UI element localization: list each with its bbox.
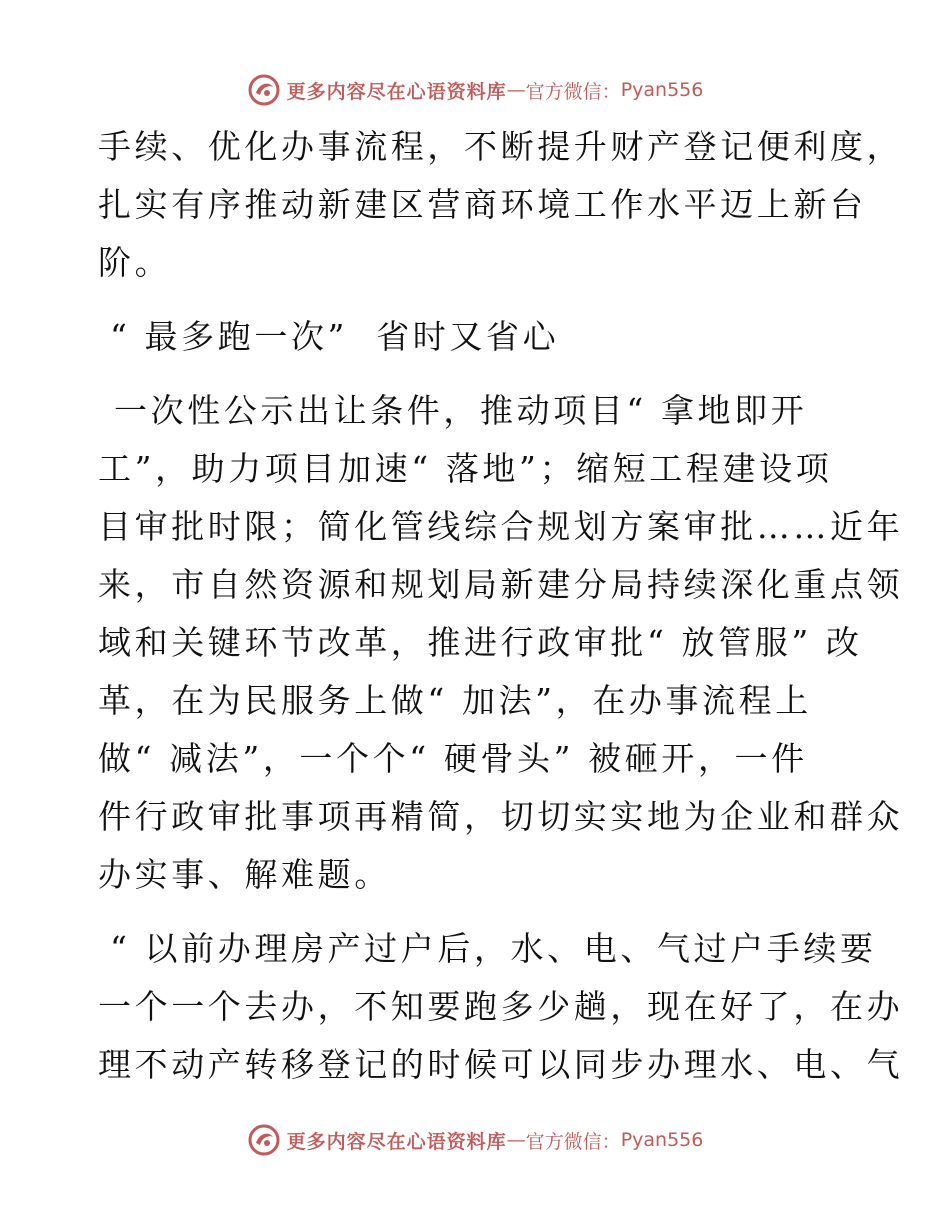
section-heading: “ 最多跑一次” 省时又省心 bbox=[110, 317, 560, 356]
paragraph-2 bbox=[98, 382, 904, 904]
paragraph-1 bbox=[98, 118, 904, 292]
text-line: 一次性公示出让条件，推动项目“ 拿地即开 bbox=[114, 391, 808, 430]
watermark-separator: — bbox=[506, 79, 526, 101]
text-line: 革，在为民服务上做“ 加法”，在办事流程上 bbox=[98, 681, 812, 720]
red-swirl-logo-icon bbox=[247, 73, 281, 107]
text-line: 办实事、解难题。 bbox=[98, 855, 391, 894]
watermark-main-text: 更多内容尽在心语资料库 bbox=[286, 1130, 507, 1153]
text-line: 来，市自然资源和规划局新建分局持续深化重点领 bbox=[98, 565, 904, 604]
text-line: 目审批时限；简化管线综合规划方案审批……近年 bbox=[98, 507, 904, 546]
header-watermark bbox=[0, 70, 950, 110]
watermark-main-text: 更多内容尽在心语资料库 bbox=[286, 80, 507, 103]
watermark-wechat-id: Pyan556 bbox=[620, 79, 704, 101]
text-line: 手续、优化办事流程，不断提升财产登记便利度， bbox=[98, 127, 904, 166]
text-line: 一个一个去办，不知要跑多少趟，现在好了，在办 bbox=[98, 987, 904, 1026]
watermark-official-label: 官方微信： bbox=[525, 1130, 621, 1153]
footer-watermark bbox=[0, 1120, 950, 1160]
text-line: 工”，助力项目加速“ 落地”；缩短工程建设项 bbox=[98, 449, 833, 488]
watermark-wechat-id: Pyan556 bbox=[620, 1129, 704, 1151]
text-line: 做“ 减法”，一个个“ 硬骨头” 被砸开，一件 bbox=[98, 739, 808, 778]
text-line: 域和关键环节改革，推进行政审批“ 放管服” 改 bbox=[98, 623, 863, 662]
watermark-official-label: 官方微信： bbox=[525, 80, 621, 103]
text-line: 理不动产转移登记的时候可以同步办理水、电、气 bbox=[98, 1045, 904, 1084]
paragraph-3 bbox=[98, 920, 904, 1094]
text-line: 阶。 bbox=[98, 243, 172, 282]
text-line: 件行政审批事项再精简，切切实实地为企业和群众 bbox=[98, 797, 904, 836]
document-body bbox=[98, 118, 904, 1094]
text-line: “ 以前办理房产过户后，水、电、气过户手续要 bbox=[110, 929, 877, 968]
watermark-separator: — bbox=[506, 1129, 526, 1151]
text-line: 扎实有序推动新建区营商环境工作水平迈上新台 bbox=[98, 185, 867, 224]
red-swirl-logo-icon bbox=[247, 1123, 281, 1157]
